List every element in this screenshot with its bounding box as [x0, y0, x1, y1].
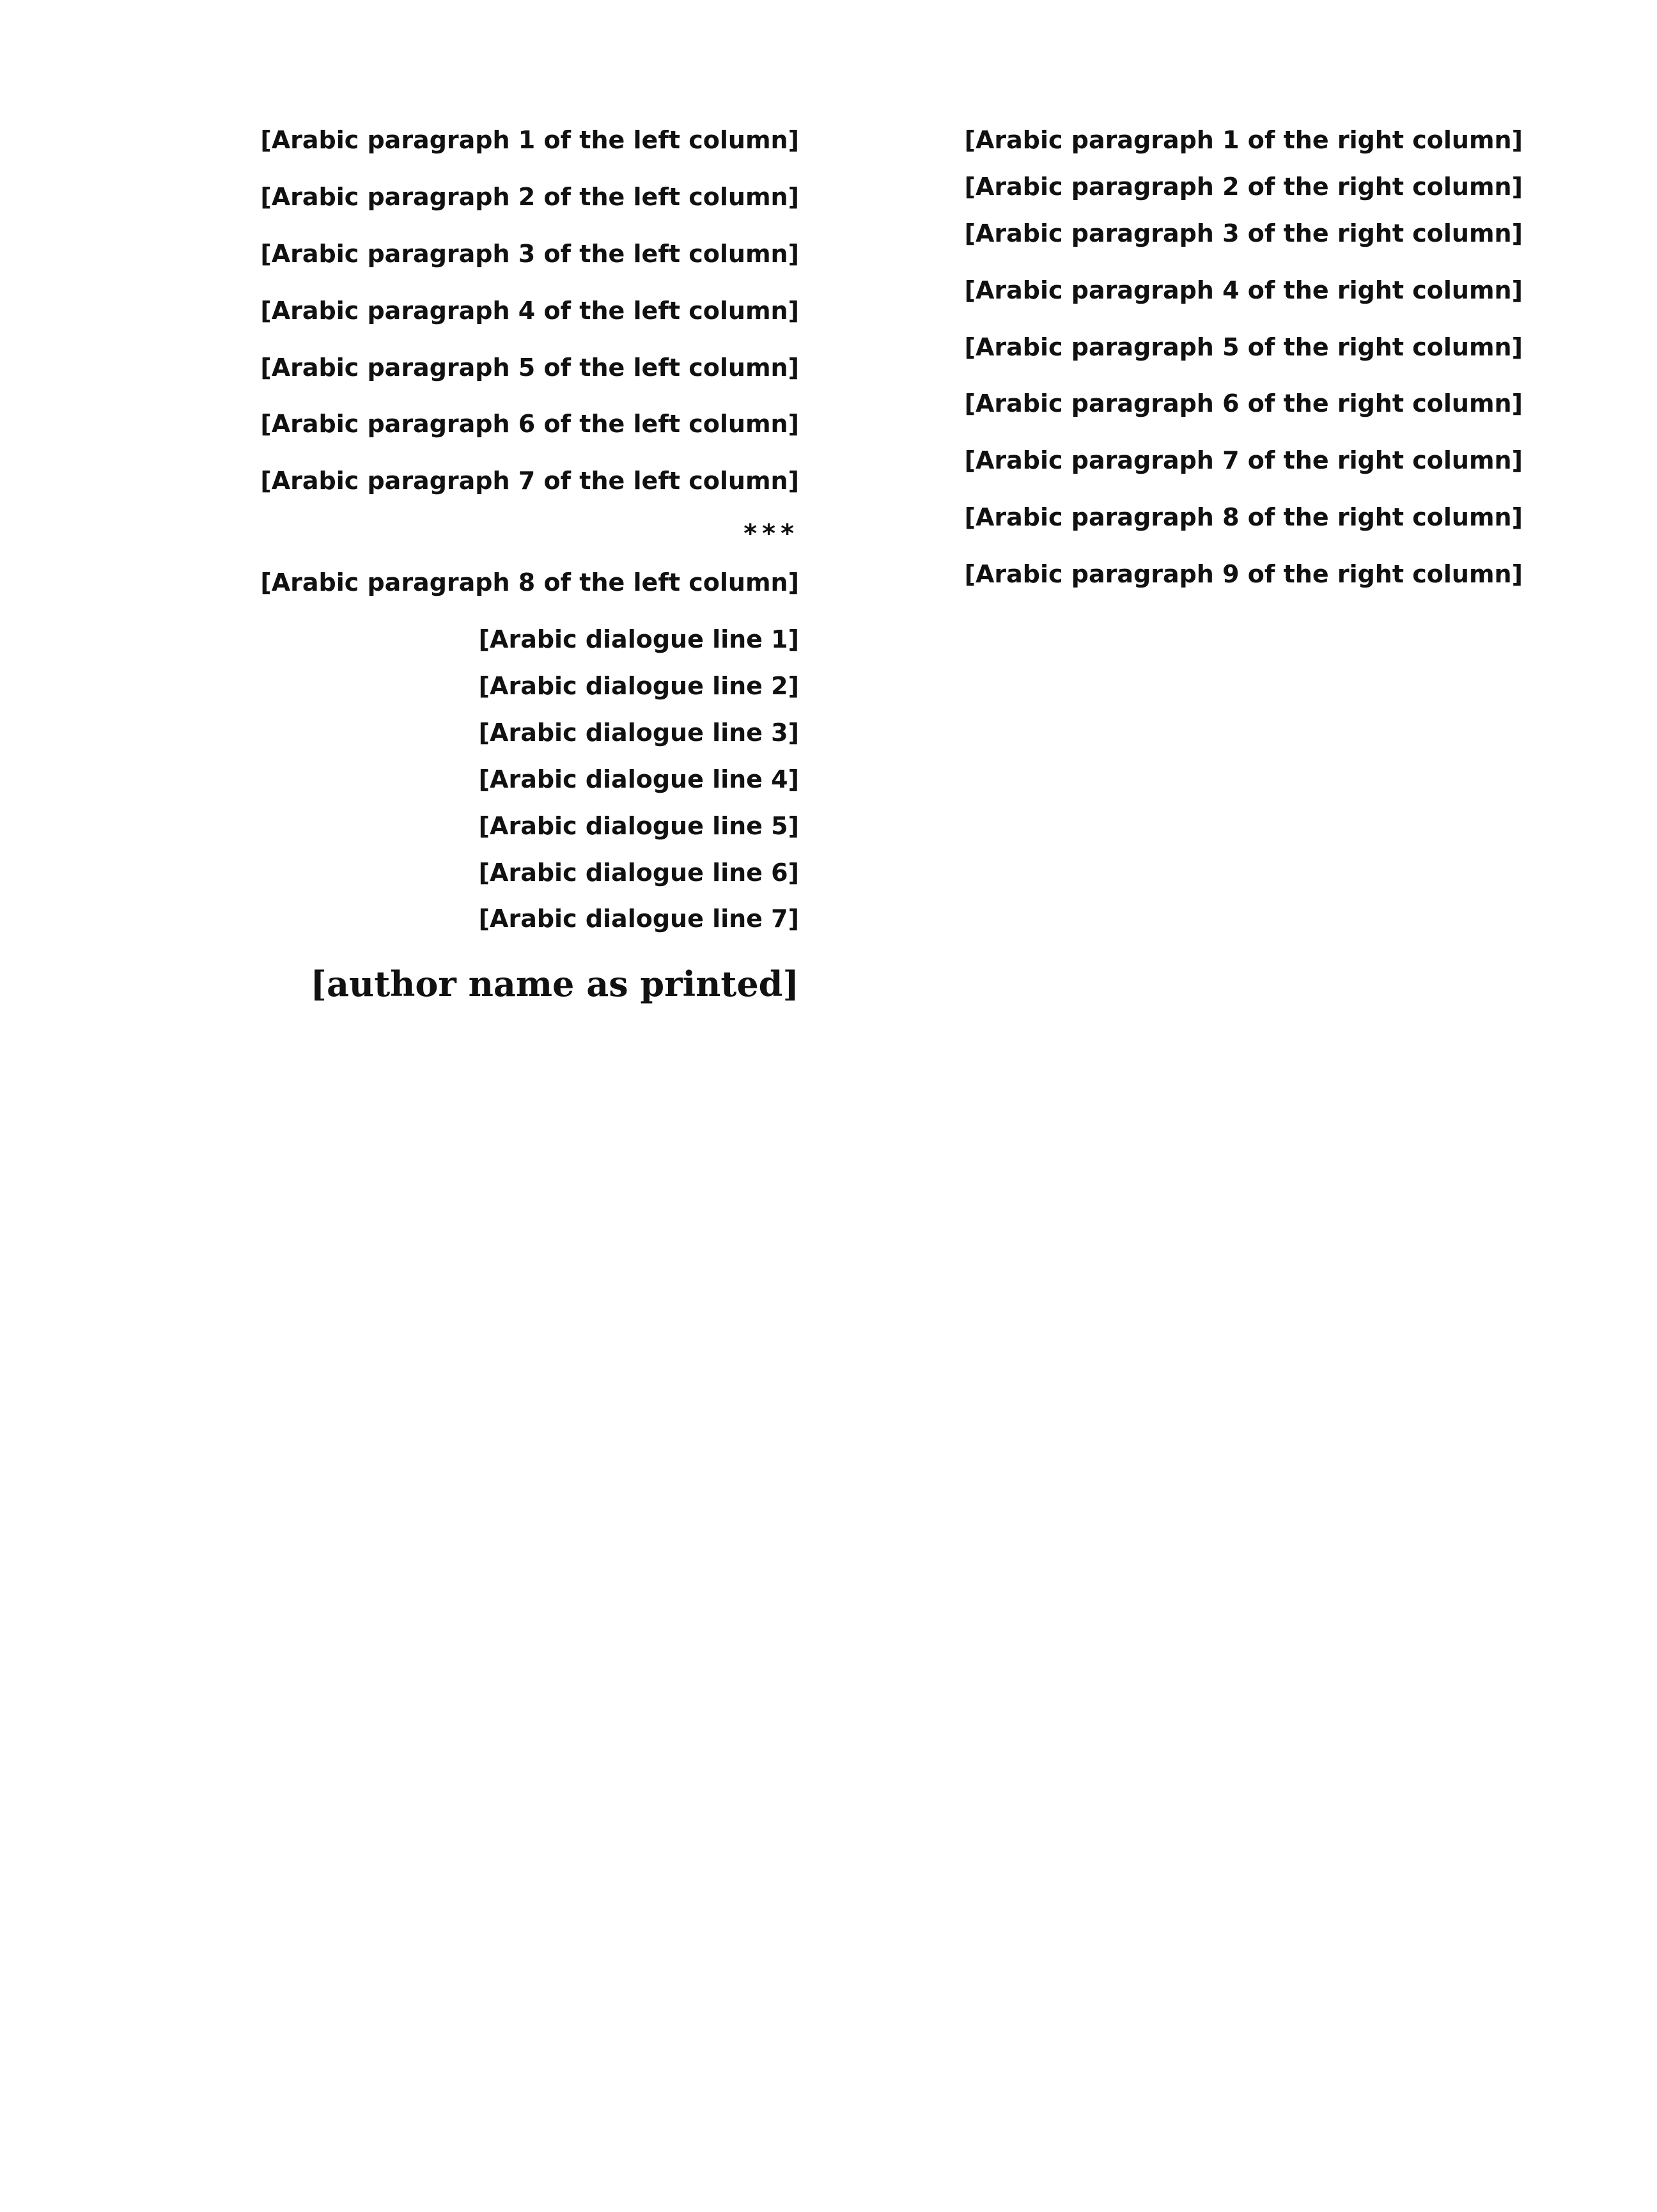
left-para-7: [Arabic paragraph 7 of the left column] — [260, 467, 799, 495]
left-para-1: [Arabic paragraph 1 of the left column] — [260, 126, 799, 154]
left-dialogue-3: [Arabic dialogue line 3] — [478, 718, 799, 747]
article-columns — [134, 121, 1523, 2084]
left-after-para-1: [Arabic paragraph 8 of the left column] — [260, 568, 799, 597]
right-column — [858, 121, 1523, 2084]
left-column — [134, 121, 799, 2084]
left-dialogue-7: [Arabic dialogue line 7] — [478, 905, 799, 933]
right-para-7: [Arabic paragraph 7 of the right column] — [964, 446, 1523, 475]
left-dialogue-1: [Arabic dialogue line 1] — [478, 625, 799, 654]
left-dialogue-4: [Arabic dialogue line 4] — [478, 765, 799, 793]
left-dialogue-2: [Arabic dialogue line 2] — [478, 672, 799, 701]
right-para-5: [Arabic paragraph 5 of the right column] — [964, 332, 1523, 361]
left-dialogue-6: [Arabic dialogue line 6] — [478, 858, 799, 887]
right-para-8: [Arabic paragraph 8 of the right column] — [964, 503, 1523, 532]
right-para-2: [Arabic paragraph 2 of the right column] — [964, 172, 1523, 201]
right-para-6: [Arabic paragraph 6 of the right column] — [964, 389, 1523, 418]
left-para-3: [Arabic paragraph 3 of the left column] — [260, 239, 799, 268]
author-signature: [author name as printed] — [310, 963, 799, 1005]
left-para-5: [Arabic paragraph 5 of the left column] — [260, 353, 799, 382]
left-para-6: [Arabic paragraph 6 of the left column] — [260, 410, 799, 439]
section-separator: *** — [743, 519, 799, 549]
left-para-4: [Arabic paragraph 4 of the left column] — [260, 296, 799, 325]
right-para-3: [Arabic paragraph 3 of the right column] — [964, 219, 1523, 247]
right-para-1: [Arabic paragraph 1 of the right column] — [964, 126, 1523, 154]
right-para-9: [Arabic paragraph 9 of the right column] — [964, 560, 1523, 589]
left-para-2: [Arabic paragraph 2 of the left column] — [260, 182, 799, 211]
right-para-4: [Arabic paragraph 4 of the right column] — [964, 276, 1523, 304]
left-dialogue-5: [Arabic dialogue line 5] — [478, 811, 799, 840]
